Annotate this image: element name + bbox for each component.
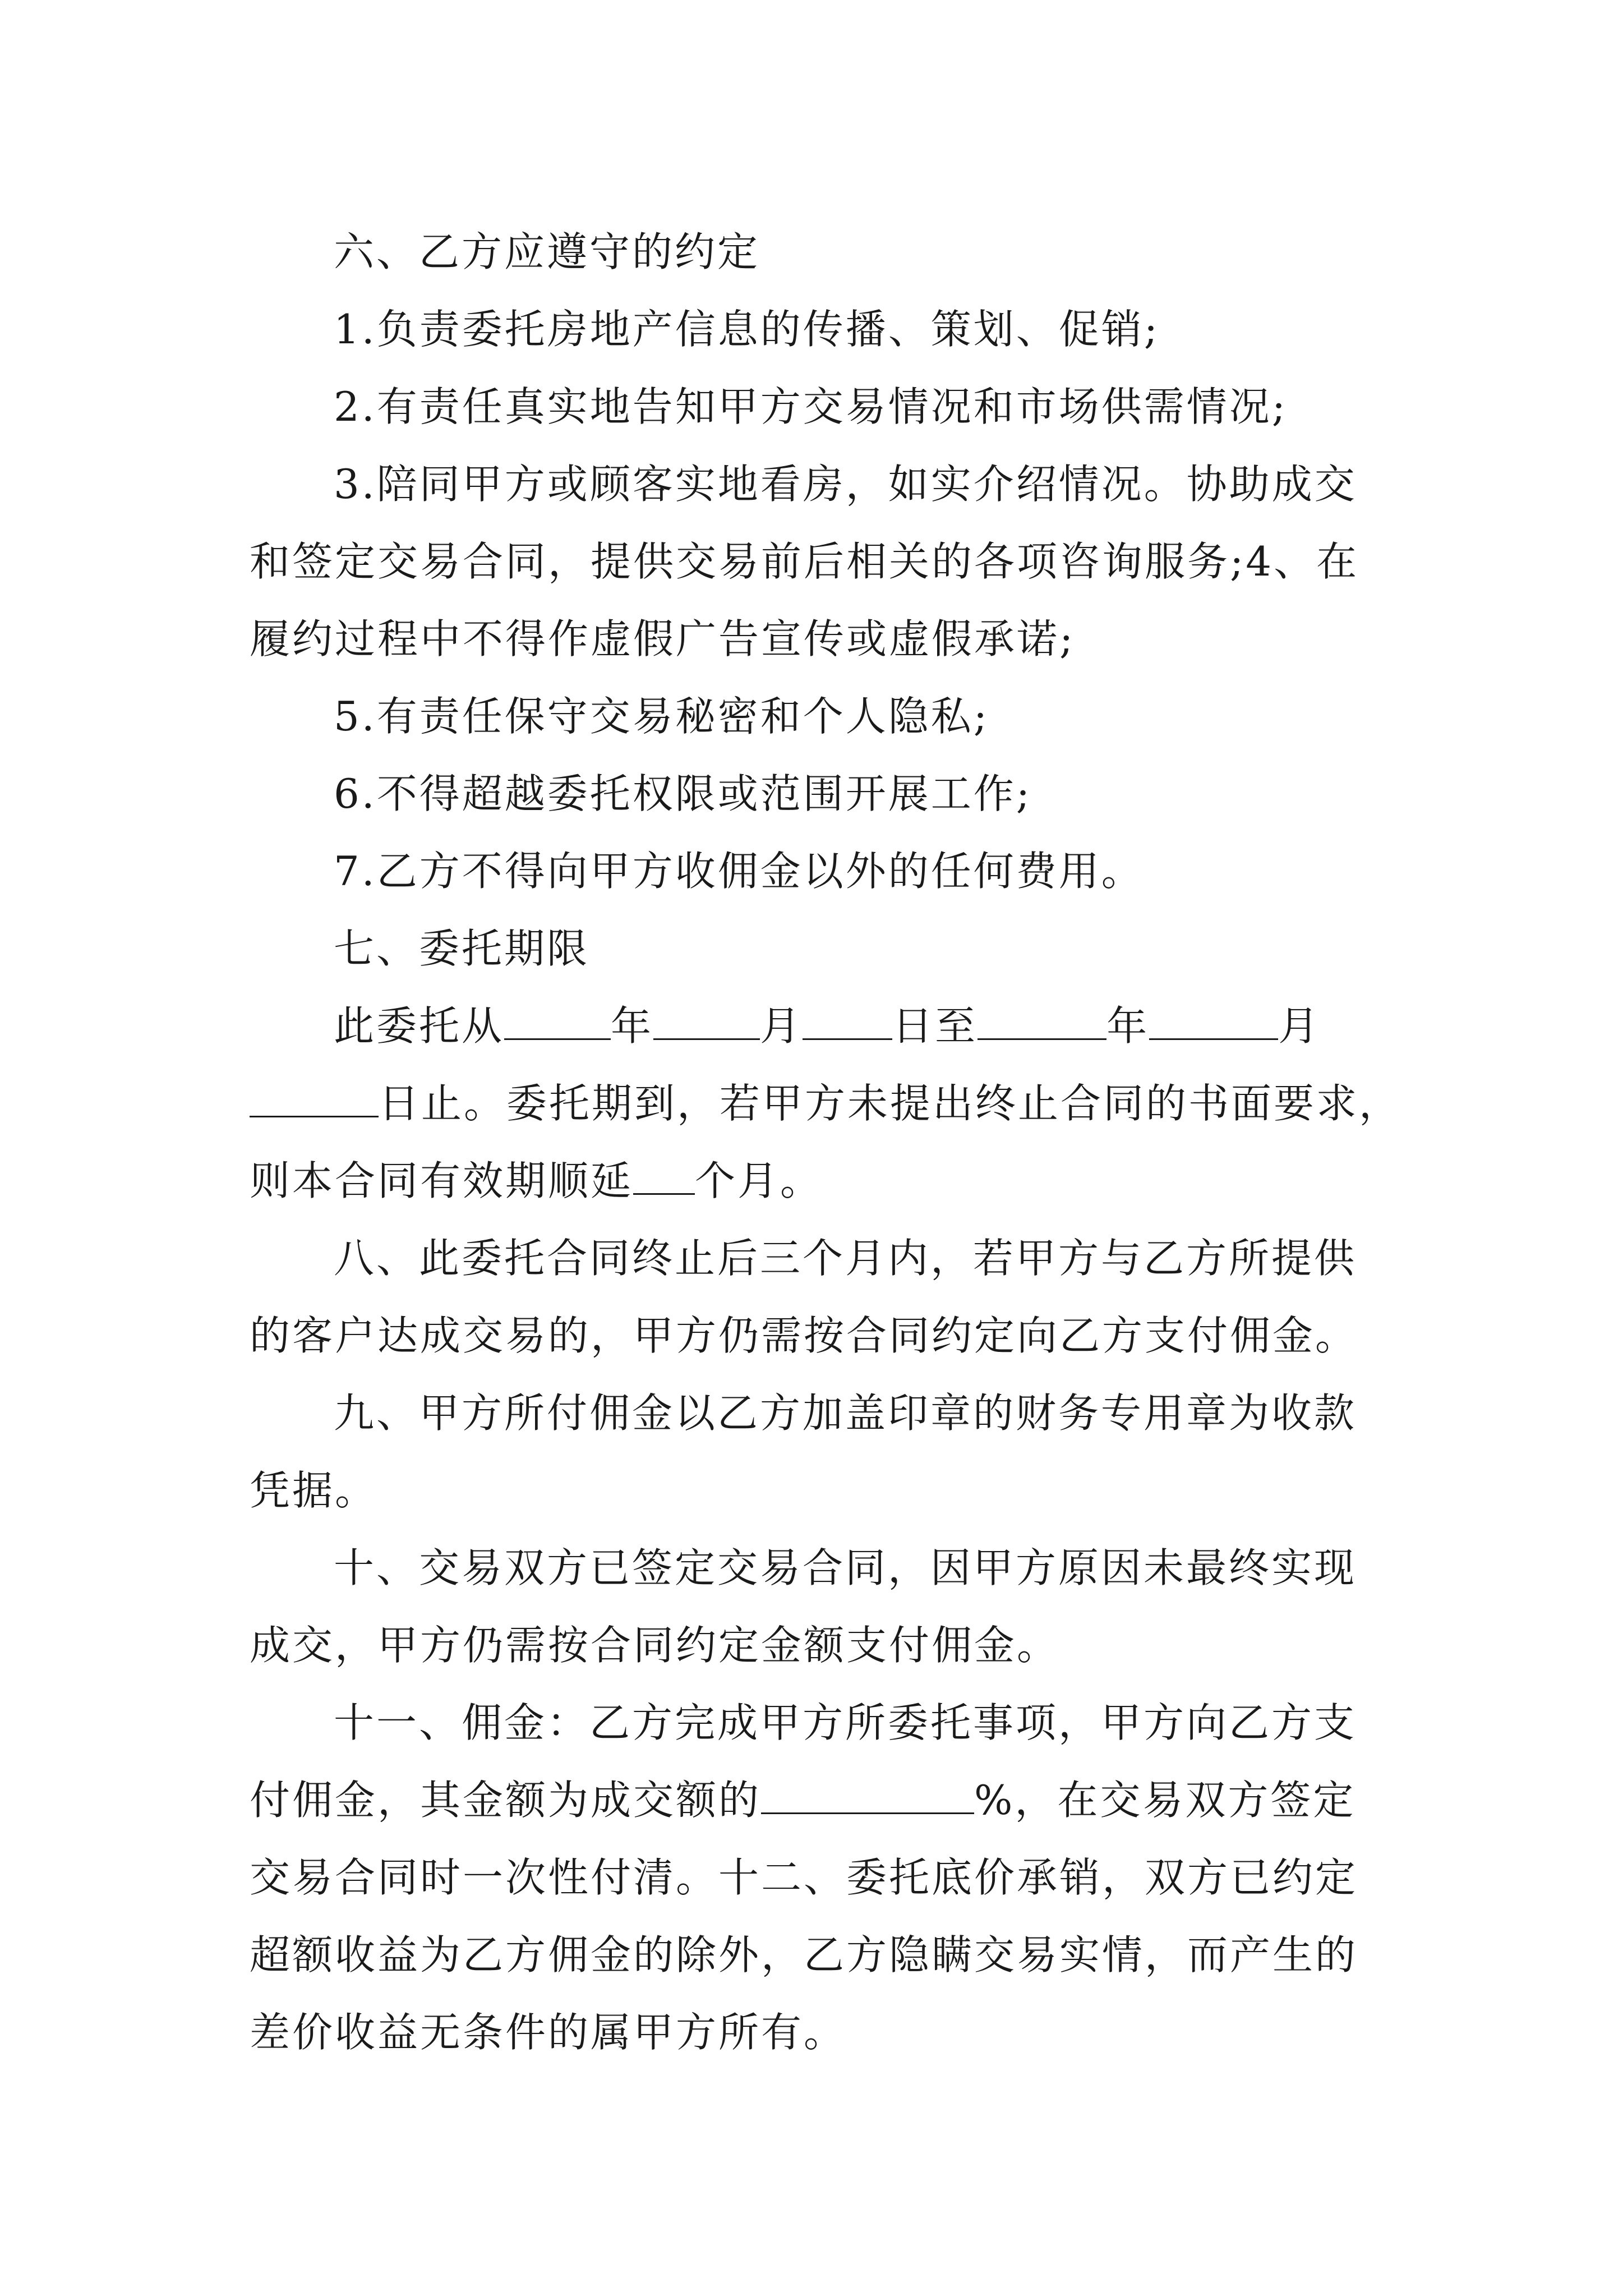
section-9-line-1: 九、甲方所付佣金以乙方加盖印章的财务专用章为收款 [334,1389,1357,1437]
section-7-line-2 [250,1065,1402,1142]
section-11-line-2-a: 付佣金，其金额为成交额的 [250,1777,762,1824]
section-10-line-1: 十、交易双方已签定交易合同，因甲方原因未最终实现 [334,1544,1357,1591]
document-body [250,213,1402,2071]
section-11-line-3: 交易合同时一次性付清。十二、委托底价承销，双方已约定 [250,1854,1358,1901]
section-7-line-1 [250,987,1388,1065]
section-11-line-4: 超额收益为乙方佣金的除外，乙方隐瞒交易实情，而产生的 [250,1931,1358,1978]
start-month-blank[interactable] [653,1006,760,1040]
section-11-line-1: 十一、佣金：乙方完成甲方所委托事项，甲方向乙方支 [334,1699,1357,1746]
year-label-2: 年 [1106,1002,1150,1050]
section-6-item-7: 7.乙方不得向甲方收佣金以外的任何费用。 [334,848,1144,895]
section-6-title: 六、乙方应遵守的约定 [334,228,760,275]
section-11-line-5: 差价收益无条件的属甲方所有。 [250,2009,847,2056]
end-year-blank[interactable] [978,1006,1106,1040]
start-year-blank[interactable] [504,1006,611,1040]
section-6-item-3-line-3: 履约过程中不得作虚假广告宣传或虚假承诺; [250,615,1076,662]
end-day-blank[interactable] [250,1083,379,1117]
section-6-item-6: 6.不得超越委托权限或范围开展工作; [334,770,1032,817]
commission-percent-blank[interactable] [761,1780,974,1814]
start-day-blank[interactable] [803,1006,892,1040]
section-8-line-1: 八、此委托合同终止后三个月内，若甲方与乙方所提供 [334,1235,1357,1282]
section-6-item-5: 5.有责任保守交易秘密和个人隐私; [334,693,989,740]
section-10-line-2: 成交，甲方仍需按合同约定金额支付佣金。 [250,1622,1060,1669]
year-label-1: 年 [611,1002,654,1050]
from-label: 此委托从 [334,1002,505,1050]
month-label-2: 月 [1278,1002,1321,1050]
section-6-item-3-line-2: 和签定交易合同，提供交易前后相关的各项咨询服务;4、在 [250,538,1359,585]
section-9-line-2: 凭据。 [250,1467,378,1514]
section-7-line-3 [250,1142,1388,1220]
section-11-line-2-b: %，在交易双方签定 [974,1777,1356,1824]
section-8-line-2: 的客户达成交易的，甲方仍需按合同约定向乙方支付佣金。 [250,1312,1358,1359]
section-7-line-3-text: 则本合同有效期顺延 [250,1157,634,1204]
section-11-line-2 [250,1761,1388,1839]
extension-months-blank[interactable] [633,1161,695,1195]
day-to-label: 日至 [892,1002,978,1050]
section-7-line-2-text: 日止。委托期到，若甲方未提出终止合同的书面要求， [379,1080,1402,1127]
section-7-title: 七、委托期限 [334,925,590,972]
section-7-line-3-end: 个月。 [695,1157,823,1204]
end-month-blank[interactable] [1149,1006,1278,1040]
section-6-item-2: 2.有责任真实地告知甲方交易情况和市场供需情况; [334,383,1288,430]
section-6-item-1: 1.负责委托房地产信息的传播、策划、促销; [334,306,1160,353]
month-label-1: 月 [760,1002,803,1050]
section-6-item-3-line-1: 3.陪同甲方或顾客实地看房，如实介绍情况。协助成交 [334,461,1357,508]
